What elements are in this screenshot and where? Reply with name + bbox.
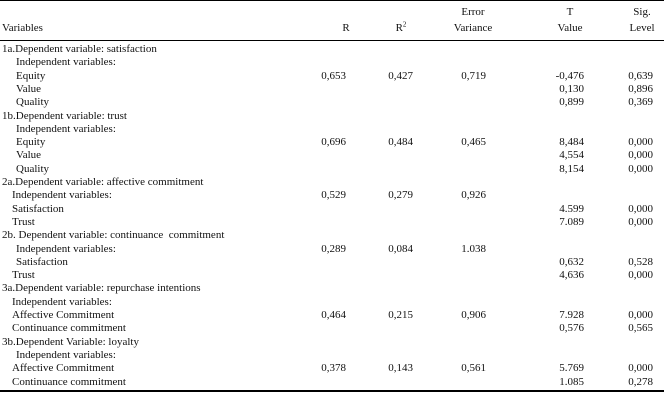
row-label: Independent variables: bbox=[16, 349, 116, 361]
row-label: Equity bbox=[16, 136, 46, 148]
t-value-cell: 7.089 bbox=[559, 216, 584, 228]
header-r2-superscript: 2 bbox=[402, 20, 407, 29]
row-label: Value bbox=[16, 149, 42, 161]
t-value-cell: 0,130 bbox=[559, 83, 584, 95]
header-variables: Variables bbox=[2, 22, 43, 34]
t-value-cell: 4.599 bbox=[559, 203, 584, 215]
row-label: Satisfaction bbox=[16, 256, 68, 268]
r2-cell: 0,427 bbox=[388, 70, 413, 82]
r2-cell: 0,084 bbox=[388, 243, 413, 255]
row-label: Independent variables: bbox=[16, 56, 116, 68]
row-label: Trust bbox=[12, 216, 35, 228]
t-value-cell: -0,476 bbox=[555, 70, 584, 82]
row-label: Satisfaction bbox=[12, 203, 64, 215]
row-label: Continuance commitment bbox=[12, 322, 126, 334]
t-value-cell: 4,554 bbox=[559, 149, 584, 161]
r2-cell: 0,215 bbox=[388, 309, 413, 321]
sig-level-cell: 0,000 bbox=[628, 269, 653, 281]
row-label: Independent variables: bbox=[16, 243, 116, 255]
bottom-rule bbox=[0, 390, 664, 392]
error-variance-cell: 0,906 bbox=[461, 309, 486, 321]
row-label: 1a.Dependent variable: satisfaction bbox=[2, 43, 157, 55]
sig-level-cell: 0,896 bbox=[628, 83, 653, 95]
header-error-line2: Variance bbox=[453, 22, 493, 34]
t-value-cell: 0,632 bbox=[559, 256, 584, 268]
t-value-cell: 8,154 bbox=[559, 163, 584, 175]
sig-level-cell: 0,000 bbox=[628, 163, 653, 175]
row-label: Quality bbox=[16, 163, 49, 175]
t-value-cell: 1.085 bbox=[559, 376, 584, 388]
sig-level-cell: 0,528 bbox=[628, 256, 653, 268]
row-label: 2b. Dependent variable: continuance commitment bbox=[2, 229, 225, 241]
sig-level-cell: 0,000 bbox=[628, 362, 653, 374]
error-variance-cell: 1.038 bbox=[461, 243, 486, 255]
row-label: Continuance commitment bbox=[12, 376, 126, 388]
error-variance-cell: 0,926 bbox=[461, 189, 486, 201]
row-label: Quality bbox=[16, 96, 49, 108]
header-t-line2: Value bbox=[557, 22, 583, 34]
row-label: 3a.Dependent variable: repurchase intentions bbox=[2, 282, 201, 294]
row-label: Independent variables: bbox=[16, 123, 116, 135]
error-variance-cell: 0,561 bbox=[461, 362, 486, 374]
error-variance-cell: 0,719 bbox=[461, 70, 486, 82]
r2-cell: 0,279 bbox=[388, 189, 413, 201]
r-cell: 0,696 bbox=[321, 136, 346, 148]
top-rule bbox=[0, 0, 664, 1]
error-variance-cell: 0,465 bbox=[461, 136, 486, 148]
r-cell: 0,289 bbox=[321, 243, 346, 255]
r-cell: 0,378 bbox=[321, 362, 346, 374]
t-value-cell: 0,899 bbox=[559, 96, 584, 108]
header-rule bbox=[0, 40, 664, 41]
sig-level-cell: 0,565 bbox=[628, 322, 653, 334]
r-cell: 0,529 bbox=[321, 189, 346, 201]
header-sig-line2: Level bbox=[629, 22, 655, 34]
t-value-cell: 0,576 bbox=[559, 322, 584, 334]
header-sig-line1: Sig. bbox=[633, 6, 651, 18]
r2-cell: 0,143 bbox=[388, 362, 413, 374]
row-label: Affective Commitment bbox=[12, 309, 115, 321]
sig-level-cell: 0,369 bbox=[628, 96, 653, 108]
header-error-line1: Error bbox=[461, 6, 485, 18]
row-label: Independent variables: bbox=[12, 296, 112, 308]
sig-level-cell: 0,639 bbox=[628, 70, 653, 82]
t-value-cell: 7.928 bbox=[559, 309, 584, 321]
sig-level-cell: 0,000 bbox=[628, 203, 653, 215]
sig-level-cell: 0,000 bbox=[628, 136, 653, 148]
r-cell: 0,464 bbox=[321, 309, 346, 321]
header-r: R bbox=[342, 22, 350, 34]
sig-level-cell: 0,278 bbox=[628, 376, 653, 388]
r-cell: 0,653 bbox=[321, 70, 346, 82]
row-label: 2a.Dependent variable: affective commitment bbox=[2, 176, 204, 188]
t-value-cell: 5.769 bbox=[559, 362, 584, 374]
row-label: Value bbox=[16, 83, 42, 95]
t-value-cell: 4,636 bbox=[559, 269, 584, 281]
header-r2 bbox=[381, 22, 421, 34]
sig-level-cell: 0,000 bbox=[628, 309, 653, 321]
header-t-line1: T bbox=[566, 6, 574, 18]
row-label: Trust bbox=[12, 269, 35, 281]
sig-level-cell: 0,000 bbox=[628, 216, 653, 228]
t-value-cell: 8,484 bbox=[559, 136, 584, 148]
row-label: Equity bbox=[16, 70, 46, 82]
row-label: 1b.Dependent variable: trust bbox=[2, 110, 127, 122]
sig-level-cell: 0,000 bbox=[628, 149, 653, 161]
row-label: 3b.Dependent Variable: loyalty bbox=[2, 336, 139, 348]
row-label: Independent variables: bbox=[12, 189, 112, 201]
header-r2-base: R bbox=[395, 22, 403, 34]
r2-cell: 0,484 bbox=[388, 136, 413, 148]
row-label: Affective Commitment bbox=[12, 362, 115, 374]
